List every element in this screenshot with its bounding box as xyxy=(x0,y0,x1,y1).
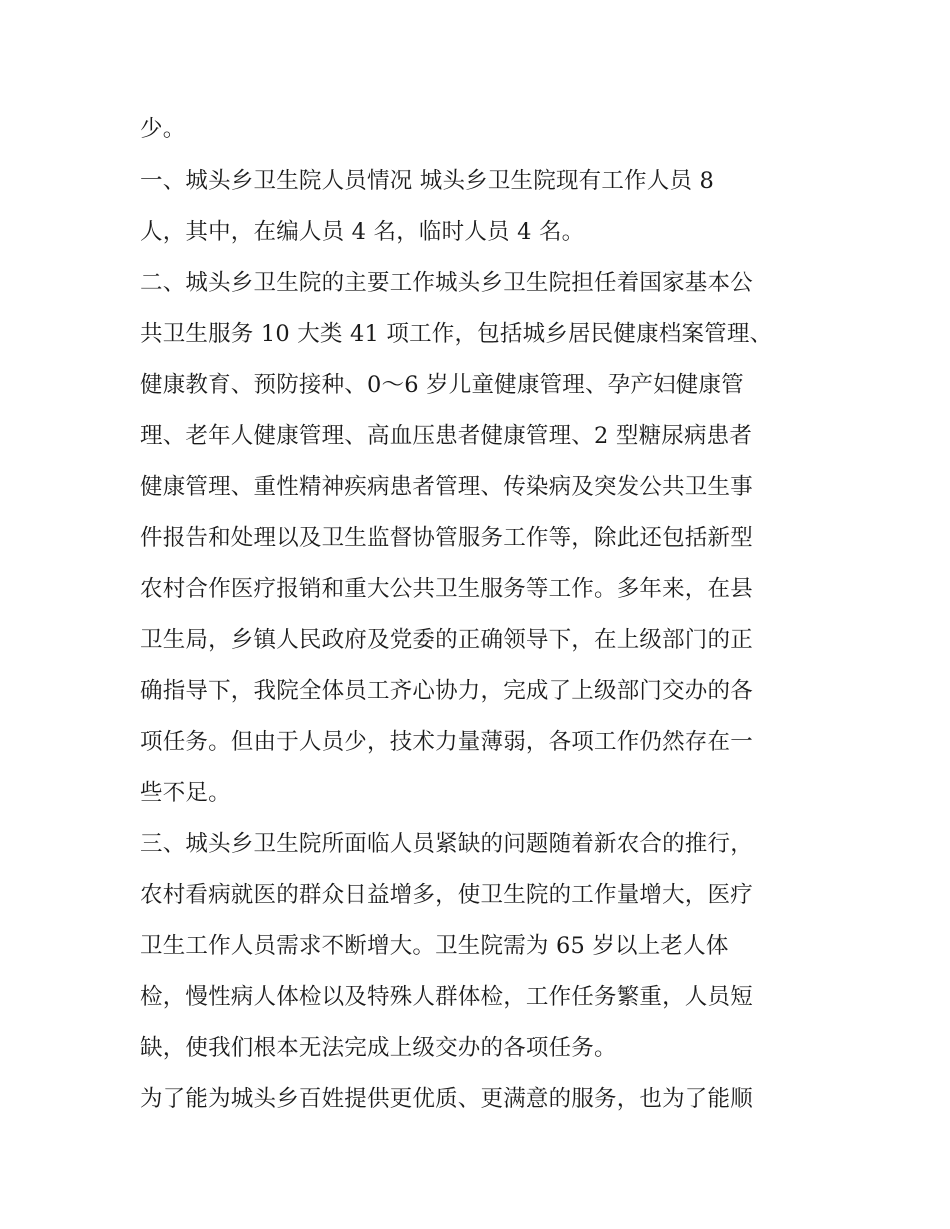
text-line: 健康教育、预防接种、0～6 岁儿童健康管理、孕产妇健康管 xyxy=(140,372,744,398)
text-line: 三、城头乡卫生院所面临人员紧缺的问题随着新农合的推行， xyxy=(140,831,753,857)
text-line: 件报告和处理以及卫生监督协管服务工作等，除此还包括新型 xyxy=(140,525,753,551)
text-line: 项任务。但由于人员少，技术力量薄弱，各项工作仍然存在一 xyxy=(140,729,753,755)
text-line: 农村合作医疗报销和重大公共卫生服务等工作。多年来，在县 xyxy=(140,576,753,602)
text-line: 二、城头乡卫生院的主要工作城头乡卫生院担任着国家基本公 xyxy=(140,270,753,296)
text-line: 理、老年人健康管理、高血压患者健康管理、2 型糖尿病患者 xyxy=(140,423,753,449)
text-line: 农村看病就医的群众日益增多，使卫生院的工作量增大，医疗 xyxy=(140,882,753,908)
text-line: 一、城头乡卫生院人员情况 城头乡卫生院现有工作人员 8 xyxy=(140,168,715,194)
text-line: 人，其中，在编人员 4 名，临时人员 4 名。 xyxy=(140,219,585,245)
text-line: 卫生局，乡镇人民政府及党委的正确领导下，在上级部门的正 xyxy=(140,627,753,653)
text-line: 确指导下，我院全体员工齐心协力，完成了上级部门交办的各 xyxy=(140,678,753,704)
text-line: 健康管理、重性精神疾病患者管理、传染病及突发公共卫生事 xyxy=(140,474,753,500)
text-line: 些不足。 xyxy=(140,780,231,806)
text-line: 为了能为城头乡百姓提供更优质、更满意的服务，也为了能顺 xyxy=(140,1086,753,1112)
text-line: 共卫生服务 10 大类 41 项工作，包括城乡居民健康档案管理、 xyxy=(140,321,773,347)
text-line: 缺，使我们根本无法完成上级交办的各项任务。 xyxy=(140,1035,617,1061)
text-line: 检，慢性病人体检以及特殊人群体检，工作任务繁重，人员短 xyxy=(140,984,753,1010)
text-line: 卫生工作人员需求不断增大。卫生院需为 65 岁以上老人体 xyxy=(140,933,729,959)
text-line: 少。 xyxy=(140,116,186,142)
